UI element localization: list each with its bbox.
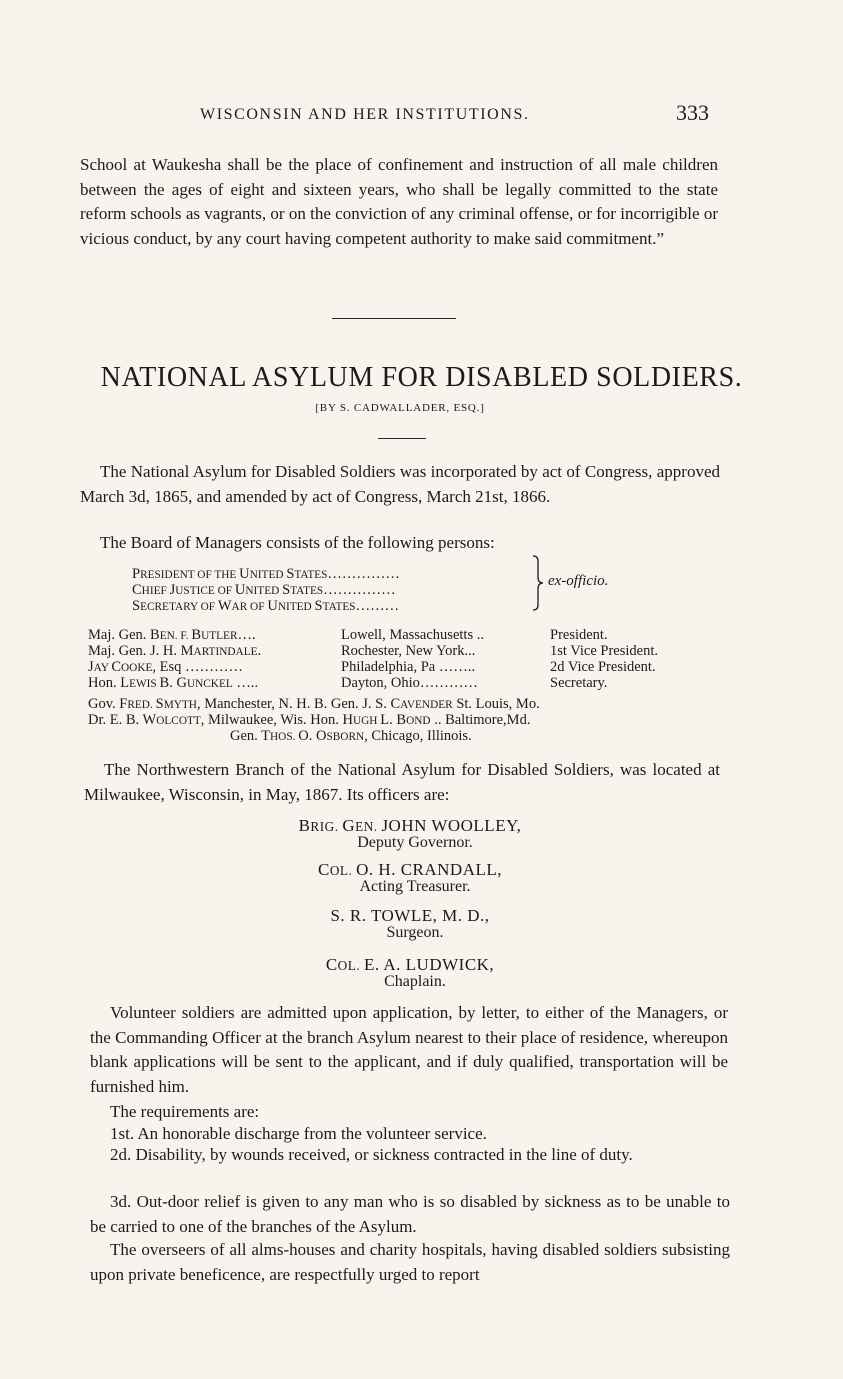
manager-place: Dayton, Ohio………… bbox=[341, 675, 478, 691]
manager-line: Dr. E. B. WOLCOTT, Milwaukee, Wis. Hon. HUGH L. BOND .. Baltimore,Md. bbox=[88, 712, 531, 728]
manager-place: Rochester, New York... bbox=[341, 643, 476, 659]
officer-title: Surgeon. bbox=[386, 924, 444, 941]
section-title: NATIONAL ASYLUM FOR DISABLED SOLDIERS. bbox=[100, 362, 743, 393]
intro-paragraph: School at Waukesha shall be the place of confinement and instruction of all male children between the ages of eight and sixteen years, who shall be legally committed to the state reform schools as vagrants, or on the conviction of any criminal offense, or for incorrigible or vicious conduct, by any court having competent authority to make said commitment.” bbox=[80, 155, 718, 248]
section-byline: [BY S. CADWALLADER, ESQ.] bbox=[315, 402, 485, 414]
page-header bbox=[0, 100, 843, 130]
manager-role: Secretary. bbox=[550, 675, 608, 691]
manager-name: Maj. Gen. BEN. F. BUTLER…. bbox=[88, 627, 256, 643]
requirement-2: 2d. Disability, by wounds received, or sickness contracted in the line of duty. bbox=[110, 1145, 633, 1164]
manager-role: President. bbox=[550, 627, 608, 643]
running-title: WISCONSIN AND HER INSTITUTIONS. bbox=[200, 106, 530, 123]
branch-location-paragraph: The Northwestern Branch of the National Asylum for Disabled Soldiers, was located at Milwaukee, Wisconsin, in May, 1867. Its officers are: bbox=[84, 760, 720, 804]
officer-name: BRIG. GEN. JOHN WOOLLEY, bbox=[298, 816, 522, 835]
section-divider bbox=[332, 318, 456, 319]
manager-line: Gov. FRED. SMYTH, Manchester, N. H. B. Gen. J. S. CAVENDER St. Louis, Mo. bbox=[88, 696, 540, 712]
manager-role: 2d Vice President. bbox=[550, 659, 656, 675]
manager-name: JAY COOKE, Esq ………… bbox=[88, 659, 244, 675]
officer-name: COL. O. H. CRANDALL, bbox=[318, 860, 502, 879]
ex-officio-member: SECRETARY OF WAR OF UNITED STATES……… bbox=[132, 598, 400, 614]
manager-place: Lowell, Massachusetts .. bbox=[341, 627, 484, 643]
title-divider bbox=[378, 438, 426, 439]
manager-line: Gen. THOS. O. OSBORN, Chicago, Illinois. bbox=[230, 728, 472, 744]
manager-name: Maj. Gen. J. H. MARTINDALE. bbox=[88, 643, 262, 659]
officer-title: Deputy Governor. bbox=[357, 834, 473, 851]
ex-officio-member: PRESIDENT OF THE UNITED STATES…………… bbox=[132, 566, 400, 582]
manager-name: Hon. LEWIS B. GUNCKEL ….. bbox=[88, 675, 259, 691]
requirements-intro: The requirements are: bbox=[110, 1102, 260, 1121]
manager-place: Philadelphia, Pa …….. bbox=[341, 659, 476, 675]
admission-paragraph: Volunteer soldiers are admitted upon application, by letter, to either of the Managers, or the Commanding Officer at the branch Asylum nearest to their place of residence, whereupon blank applications will be sent to the applicant, and if duly qualified, transportation will be furnished him. bbox=[90, 1003, 728, 1096]
manager-role: 1st Vice President. bbox=[550, 643, 658, 659]
overseers-paragraph: The overseers of all alms-houses and charity hospitals, having disabled soldiers subsisting upon private beneficence, are respectfully urged to report bbox=[90, 1240, 730, 1284]
curly-brace-icon bbox=[530, 555, 544, 611]
requirement-1: 1st. An honorable discharge from the volunteer service. bbox=[110, 1124, 487, 1143]
requirement-3: 3d. Out-door relief is given to any man who is so disabled by sickness as to be unable to be carried to one of the branches of the Asylum. bbox=[90, 1192, 730, 1236]
ex-officio-member: CHIEF JUSTICE OF UNITED STATES…………… bbox=[132, 582, 396, 598]
incorporation-paragraph: The National Asylum for Disabled Soldiers was incorporated by act of Congress, approved March 3d, 1865, and amended by act of Congress, March 21st, 1866. bbox=[80, 462, 720, 506]
officer-name: S. R. TOWLE, M. D., bbox=[330, 906, 490, 925]
officer-title: Acting Treasurer. bbox=[359, 878, 471, 895]
ex-officio-label: ex-officio. bbox=[548, 573, 609, 589]
officer-name: COL. E. A. LUDWICK, bbox=[325, 955, 495, 974]
board-intro: The Board of Managers consists of the following persons: bbox=[100, 533, 495, 552]
officer-title: Chaplain. bbox=[384, 973, 446, 990]
page-number: 333 bbox=[676, 100, 709, 125]
